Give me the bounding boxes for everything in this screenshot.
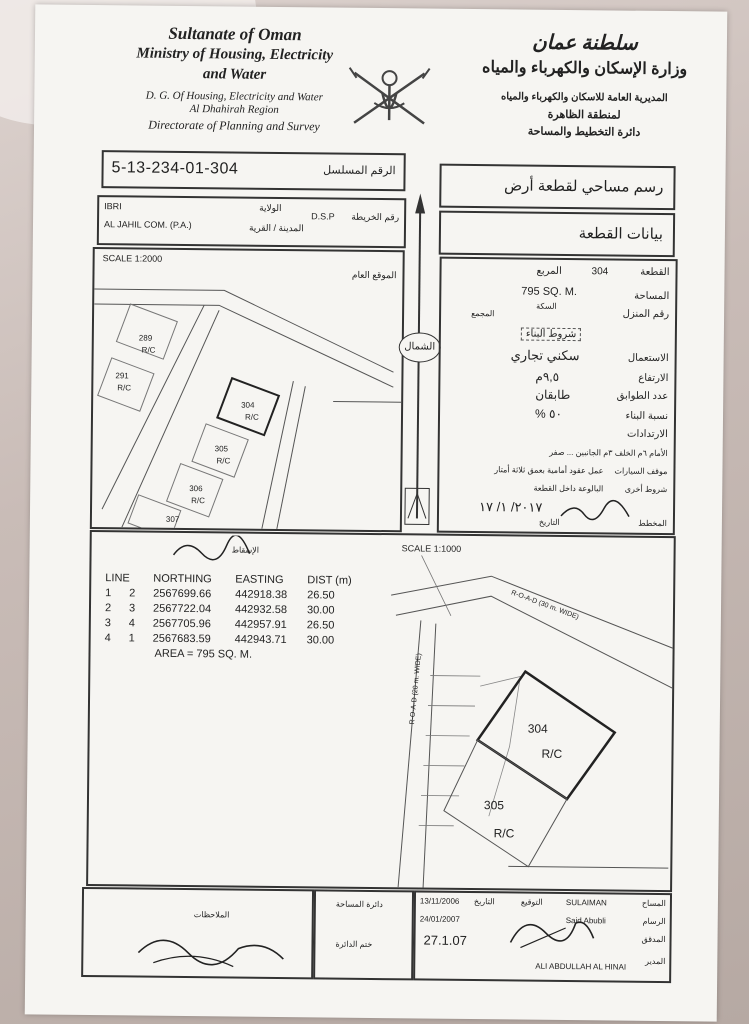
planner-signature-icon bbox=[559, 496, 639, 525]
row-from: 3 bbox=[104, 617, 112, 630]
north-label: الشمال bbox=[399, 332, 441, 362]
floors-value: طابقان bbox=[535, 387, 571, 403]
director-label: المدير bbox=[645, 956, 666, 967]
row-from: 2 bbox=[104, 602, 112, 615]
survey-department-box bbox=[313, 889, 414, 980]
plot-305-use: R/C bbox=[216, 456, 231, 466]
wilayat-value: IBRI bbox=[104, 201, 122, 212]
building-conditions-title: شروط البناء bbox=[521, 328, 582, 342]
title-box bbox=[439, 164, 675, 210]
parking-label: موقف السيارات bbox=[614, 466, 668, 477]
projection-plot-305-use: R/C bbox=[493, 826, 515, 841]
plot-289-label: 289 bbox=[138, 333, 153, 343]
row-easting: 442957.91 bbox=[234, 618, 287, 632]
surveyor-name: SULAIMAN bbox=[565, 898, 607, 908]
use-value: سكني تجاري bbox=[510, 347, 580, 364]
header-ar-region: لمنطقة الظاهرة bbox=[547, 108, 621, 122]
road-label: السكة bbox=[536, 301, 557, 311]
header-ar-directorate: دائرة التخطيط والمساحة bbox=[527, 125, 641, 139]
plot-291-label: 291 bbox=[115, 371, 129, 381]
block-label: المربع bbox=[536, 265, 562, 277]
surveyor-label: المساح bbox=[641, 898, 666, 909]
header-ar-title: سلطنة عمان bbox=[531, 31, 638, 55]
projection-box bbox=[86, 530, 676, 892]
surveyor-date-label: التاريخ bbox=[473, 897, 495, 907]
notes-signature-icon bbox=[133, 917, 294, 974]
building-ratio-value: ٥٠ % bbox=[534, 406, 563, 421]
row-from: 4 bbox=[104, 632, 111, 645]
drafter-date: 24/01/2007 bbox=[419, 914, 460, 924]
director-name: ALI ABDULLAH AL HINAI bbox=[535, 961, 627, 972]
row-to: 1 bbox=[128, 632, 135, 645]
approvals-box bbox=[413, 890, 672, 983]
header-easting: EASTING bbox=[235, 573, 284, 587]
row-easting: 442943.71 bbox=[234, 633, 287, 647]
setbacks-label: الارتدادات bbox=[627, 428, 668, 441]
header-en-ministry-2: and Water bbox=[202, 66, 267, 83]
approval-signature-icon bbox=[505, 907, 595, 953]
row-northing: 2567699.66 bbox=[153, 587, 212, 601]
plot-289-use: R/C bbox=[141, 345, 156, 355]
town-label: المدينة / القرية bbox=[248, 222, 304, 234]
projection-plot-304-use: R/C bbox=[541, 746, 563, 761]
row-to: 3 bbox=[128, 602, 136, 615]
drafter-label: الرسام bbox=[642, 916, 666, 927]
other-conditions-value: البالوعة داخل القطعة bbox=[533, 483, 604, 494]
serial-number-box bbox=[101, 150, 405, 191]
header-en-region: Al Dhahirah Region bbox=[189, 103, 279, 116]
header-en-directorate: Directorate of Planning and Survey bbox=[148, 117, 320, 134]
location-map-title: الموقع العام bbox=[351, 269, 397, 281]
location-map-drawing bbox=[92, 249, 403, 530]
map-number-label: رقم الخريطة bbox=[351, 211, 400, 223]
plot-306-label: 306 bbox=[189, 484, 203, 494]
area-summary: AREA = 795 SQ. M. bbox=[154, 647, 253, 661]
oman-emblem-icon bbox=[344, 48, 435, 139]
projection-plot-304: 304 bbox=[527, 721, 548, 736]
projection-scale: SCALE 1:1000 bbox=[401, 543, 462, 554]
plot-291-use: R/C bbox=[117, 383, 132, 393]
plot-304-label: 304 bbox=[241, 400, 255, 410]
plot-data-title: بيانات القطعة bbox=[578, 225, 664, 243]
north-arrow-box bbox=[402, 258, 435, 530]
house-number-label: رقم المنزل bbox=[622, 308, 670, 321]
row-northing: 2567683.59 bbox=[152, 632, 211, 646]
location-map-scale: SCALE 1:2000 bbox=[102, 253, 163, 264]
area-value: 795 SQ. M. bbox=[521, 285, 578, 299]
notes-label: الملاحظات bbox=[193, 910, 230, 920]
plot-307-label: 307 bbox=[165, 514, 180, 524]
row-northing: 2567705.96 bbox=[152, 617, 212, 631]
setbacks-value: الأمام ٦م الخلف ٣م الجانبين ... صفر bbox=[549, 447, 668, 459]
wilayat-label: الولاية bbox=[259, 202, 282, 213]
row-easting: 442918.38 bbox=[235, 588, 288, 602]
location-map-box bbox=[90, 247, 405, 532]
building-ratio-label: نسبة البناء bbox=[625, 410, 669, 423]
header-line: LINE bbox=[105, 572, 130, 585]
approval-date: ٢٠١٧/ ١/ ١٧ bbox=[478, 499, 543, 515]
plot-number: 304 bbox=[591, 266, 609, 278]
checker-date: 27.1.07 bbox=[423, 932, 467, 948]
header-en-dg: D. G. Of Housing, Electricity and Water bbox=[145, 89, 323, 104]
checker-label: المدقق bbox=[641, 934, 666, 945]
row-dist: 30.00 bbox=[306, 634, 335, 647]
survey-department-label: دائرة المساحة bbox=[335, 899, 383, 910]
row-dist: 26.50 bbox=[307, 589, 335, 602]
planner-label: المخطط bbox=[638, 518, 667, 529]
road-label-main: R-O-A-D (30 m. WIDE) bbox=[510, 589, 580, 622]
notes-box bbox=[81, 887, 314, 979]
location-box bbox=[97, 195, 407, 248]
survey-title: رسم مساحي لقطعة أرض bbox=[503, 177, 664, 196]
plot-304-use: R/C bbox=[244, 412, 259, 422]
road-label-side: R-O-A-D (20 m. WIDE) bbox=[408, 652, 423, 725]
survey-document bbox=[25, 4, 728, 1021]
town-value: AL JAHIL COM. (P.A.) bbox=[103, 219, 192, 231]
date-label: التاريخ bbox=[538, 517, 560, 527]
other-conditions-label: شروط أخرى bbox=[624, 484, 668, 495]
drafter-name: Said Abubli bbox=[565, 916, 606, 926]
height-label: الارتفاع bbox=[638, 372, 669, 385]
use-label: الاستعمال bbox=[627, 352, 669, 365]
projection-map-drawing bbox=[88, 532, 674, 890]
header-dist: DIST (m) bbox=[307, 574, 352, 587]
parking-value: عمل عقود أمامية بعمق ثلاثة أمتار bbox=[494, 465, 604, 476]
directorate-seal-label: ختم الدائرة bbox=[335, 939, 373, 949]
plot-label: القطعة bbox=[640, 266, 670, 279]
plot-details-box bbox=[437, 257, 678, 535]
complex-label: المجمع bbox=[471, 308, 495, 319]
serial-number: 5-13-234-01-304 bbox=[111, 159, 239, 178]
row-to: 2 bbox=[129, 587, 136, 600]
header-ar-dg: المديرية العامة للاسكان والكهرباء والمياه bbox=[500, 91, 668, 105]
projection-plot-305: 305 bbox=[483, 798, 505, 813]
row-to: 4 bbox=[128, 617, 136, 630]
plot-data-box bbox=[439, 211, 675, 257]
row-easting: 442932.58 bbox=[234, 603, 288, 617]
plot-305-label: 305 bbox=[214, 444, 229, 454]
header-northing: NORTHING bbox=[153, 572, 212, 586]
row-dist: 26.50 bbox=[306, 619, 335, 632]
projection-label: الإسقاط bbox=[231, 545, 260, 555]
map-number-value: D.S.P bbox=[311, 211, 335, 222]
row-from: 1 bbox=[105, 587, 112, 600]
serial-number-label: الرقم المسلسل bbox=[323, 164, 396, 178]
header-en-title: Sultanate of Oman bbox=[168, 23, 302, 45]
floors-label: عدد الطوابق bbox=[616, 390, 669, 403]
row-northing: 2567722.04 bbox=[152, 602, 212, 616]
height-value: ٩,٥م bbox=[535, 369, 560, 384]
area-label: المساحة bbox=[634, 290, 670, 303]
surveyor-date: 13/11/2006 bbox=[419, 896, 460, 906]
plot-306-use: R/C bbox=[191, 496, 205, 506]
header-en-ministry: Ministry of Housing, Electricity bbox=[136, 45, 334, 64]
header-ar-ministry: وزارة الإسكان والكهرباء والمياه bbox=[482, 59, 688, 79]
row-dist: 30.00 bbox=[306, 604, 335, 617]
surveyor-sign-label: التوقيع bbox=[520, 897, 543, 907]
